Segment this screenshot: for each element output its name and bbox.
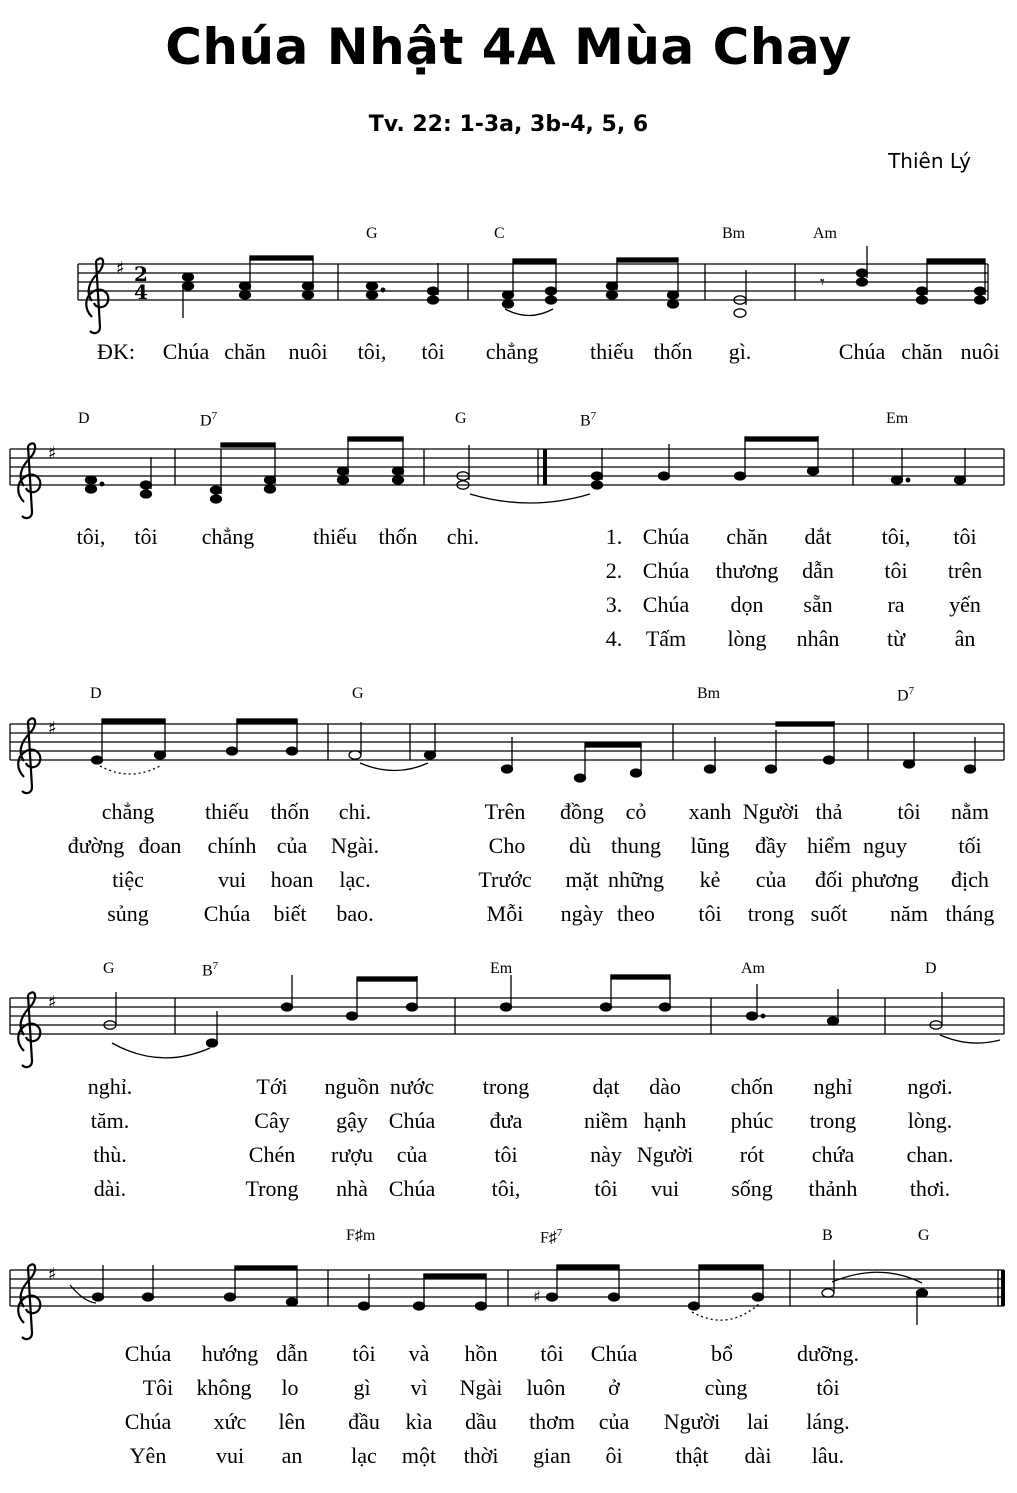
lyric-syllable: tôi — [594, 1176, 618, 1201]
tie — [470, 494, 590, 503]
lyric-syllable: tôi — [352, 1341, 376, 1366]
lyric-syllable: dầu — [465, 1409, 497, 1434]
lyric-syllable: nghỉ — [813, 1074, 853, 1099]
lyric-syllable: đường — [67, 833, 125, 858]
treble-clef-icon — [18, 718, 40, 793]
lyric-syllable: thốn — [378, 524, 418, 549]
lyric-syllable: dắt — [804, 524, 832, 549]
chord-symbol: D — [90, 685, 102, 702]
lyric-syllable: năm — [890, 901, 928, 926]
lyric-syllable: vui — [215, 1443, 245, 1468]
lyric-syllable: đoan — [138, 833, 182, 858]
chord-symbol: D — [925, 960, 937, 977]
lyric-syllable: lòng. — [907, 1108, 953, 1133]
lyric-syllable: đầu — [348, 1409, 380, 1434]
lyric-syllable: sẵn — [803, 592, 833, 617]
lyric-syllable: tiệc — [112, 867, 144, 892]
lyric-syllable: gậy — [336, 1108, 368, 1133]
lyric-syllable: này — [590, 1142, 622, 1167]
lyric-syllable: chăn — [726, 524, 768, 549]
lyric-syllable: chính — [207, 833, 257, 858]
lyric-syllable: nằm — [951, 799, 989, 824]
lyric-syllable: Trên — [484, 799, 526, 824]
lyric-syllable: tôi — [953, 524, 977, 549]
lyric-syllable: dù — [569, 833, 591, 858]
lyric-syllable: cỏ — [625, 799, 647, 824]
notes-system-4 — [104, 975, 942, 1047]
lyric-syllable: hiểm — [807, 833, 851, 858]
lyric-syllable: một — [401, 1443, 437, 1468]
lyric-syllable: tôi — [698, 901, 722, 926]
lyric-syllable: từ — [886, 626, 906, 651]
lyric-syllable: nhà — [336, 1176, 368, 1201]
lyric-syllable: tôi — [421, 339, 445, 364]
lyric-syllable: dài — [744, 1443, 772, 1468]
lyric-syllable: vui — [217, 867, 247, 892]
lyric-syllable: Chúa — [642, 524, 690, 549]
lyric-syllable: Tới — [256, 1074, 288, 1099]
chord-symbol: Em — [490, 960, 513, 977]
chord-symbol: Am — [813, 225, 837, 242]
svg-text:♯: ♯ — [116, 258, 125, 279]
lyric-syllable: dưỡng. — [796, 1341, 860, 1366]
lyric-syllable: Chén — [248, 1142, 296, 1167]
lyric-syllable: 2. — [605, 558, 623, 583]
lyric-syllable: lai — [747, 1409, 769, 1434]
svg-text:2: 2 — [134, 262, 148, 286]
lyric-syllable: ôi — [605, 1443, 623, 1468]
chord-symbol: G — [918, 1227, 930, 1244]
lyric-syllable: hồn — [464, 1341, 498, 1366]
lyric-syllable: trong — [809, 1108, 857, 1133]
sharp-accidental-icon: ♯ — [533, 1287, 541, 1306]
lyric-syllable: lạc. — [339, 867, 371, 892]
chord-symbol: F♯m — [346, 1227, 376, 1244]
lyric-syllable: dẫn — [802, 558, 834, 583]
lyric-syllable: sủng — [107, 901, 149, 926]
lyric-syllable: nhân — [796, 626, 840, 651]
lyric-syllable: thả — [815, 799, 843, 824]
lyric-syllable: tôi — [134, 524, 158, 549]
lyric-syllable: chi. — [446, 524, 480, 549]
chord-symbol: G — [352, 685, 364, 702]
lyric-syllable: Ngài. — [330, 833, 380, 858]
lyric-syllable: của — [755, 867, 787, 892]
chord-symbol: G — [366, 225, 378, 242]
lyric-syllable: phương — [851, 867, 919, 892]
lyric-syllable: dạt — [592, 1074, 620, 1099]
lyric-syllable: thương — [715, 558, 779, 583]
tie — [112, 1043, 210, 1058]
lyric-syllable: Chúa — [590, 1341, 638, 1366]
lyric-syllable: cùng — [704, 1375, 748, 1400]
lyric-syllable: nguy — [863, 833, 907, 858]
lyric-syllable: tăm. — [90, 1108, 130, 1133]
lyric-syllable: lạc — [351, 1443, 377, 1468]
lyric-syllable: đầy — [755, 833, 787, 858]
lyric-syllable: tôi — [897, 799, 921, 824]
lyric-syllable: lo — [281, 1375, 299, 1400]
lyric-syllable: thơi. — [909, 1176, 951, 1201]
lyric-syllable: 1. — [605, 524, 623, 549]
lyric-syllable: thốn — [653, 339, 693, 364]
lyric-syllable: Chúa — [388, 1108, 436, 1133]
lyric-syllable: kẻ — [699, 867, 721, 892]
lyric-syllable: lâu. — [811, 1443, 845, 1468]
lyric-syllable: Mỗi — [486, 901, 524, 926]
chord-symbol: F♯$^7$ — [540, 1227, 563, 1247]
svg-text:♯: ♯ — [48, 992, 57, 1013]
lyric-syllable: lòng — [727, 626, 767, 651]
lyric-syllable: và — [408, 1341, 430, 1366]
lyric-syllable: Chúa — [162, 339, 210, 364]
lyric-syllable: thiếu — [590, 339, 634, 364]
lyric-syllable: kìa — [405, 1409, 433, 1434]
song-title: Chúa Nhật 4A Mùa Chay — [165, 18, 852, 76]
lyric-syllable: Chúa — [124, 1341, 172, 1366]
lyric-syllable: thù. — [93, 1142, 127, 1167]
lyric-syllable: dọn — [730, 592, 764, 617]
lyric-syllable: lũng — [690, 833, 730, 858]
lyric-syllable: ở — [608, 1375, 620, 1400]
lyric-syllable: Chúa — [838, 339, 886, 364]
lyric-syllable: Ngài — [459, 1375, 503, 1400]
lyric-syllable: chăn — [901, 339, 943, 364]
lyric-syllable: phúc — [730, 1108, 774, 1133]
lyric-syllable: Chúa — [388, 1176, 436, 1201]
lyric-syllable: niềm — [584, 1108, 628, 1133]
lyric-syllable: không — [196, 1375, 252, 1400]
lyric-syllable: Tôi — [142, 1375, 174, 1400]
chord-symbol: Bm — [722, 225, 746, 242]
lyric-syllable: ngày — [560, 901, 604, 926]
lyric-syllable: tôi — [494, 1142, 518, 1167]
lyric-syllable: ngơi. — [907, 1074, 953, 1099]
lyric-syllable: 3. — [605, 592, 623, 617]
lyric-syllable: nghỉ. — [87, 1074, 133, 1099]
lyric-syllable: Cây — [254, 1108, 290, 1133]
lyric-syllable: chi. — [338, 799, 372, 824]
chord-symbol: $D^7$ — [897, 685, 915, 705]
lyric-syllable: dẫn — [276, 1341, 308, 1366]
lyric-syllable: tôi, — [76, 524, 106, 549]
lyric-syllable: xanh — [688, 799, 732, 824]
lyric-syllable: Người — [663, 1409, 721, 1434]
lyric-syllable: nuôi — [288, 339, 328, 364]
lyric-syllable: đồng — [560, 799, 604, 824]
lyric-syllable: thảnh — [808, 1176, 858, 1201]
lyric-syllable: Chúa — [203, 901, 251, 926]
lyric-syllable: mặt — [565, 867, 599, 892]
lyric-syllable: tối — [958, 833, 982, 858]
lyric-syllable: láng. — [806, 1409, 850, 1434]
time-signature — [134, 262, 148, 304]
lyric-syllable: trong — [482, 1074, 530, 1099]
lyric-syllable: hạnh — [643, 1108, 687, 1133]
lyric-syllable: của — [396, 1142, 428, 1167]
lyric-syllable: bổ — [711, 1341, 733, 1366]
svg-text:4: 4 — [134, 280, 148, 304]
lyric-syllable: hoan — [270, 867, 314, 892]
chord-symbol: $D^7$ — [200, 410, 218, 430]
svg-text:♯: ♯ — [48, 718, 57, 739]
lyric-syllable: thiếu — [313, 524, 357, 549]
lyric-syllable: chứa — [811, 1142, 855, 1167]
lyric-syllable: Chúa — [642, 592, 690, 617]
composer-name: Thiên Lý — [888, 149, 971, 173]
lyric-syllable: trên — [947, 558, 983, 583]
lyric-syllable: tôi — [816, 1375, 840, 1400]
lyric-syllable: tôi — [540, 1341, 564, 1366]
lyric-syllable: an — [281, 1443, 303, 1468]
lyric-syllable: dào — [649, 1074, 681, 1099]
lyric-syllable: của — [276, 833, 308, 858]
eighth-rest-icon: 𝄾 — [820, 272, 825, 293]
lyric-syllable: chẳng — [201, 524, 255, 549]
lyric-syllable: chan. — [906, 1142, 954, 1167]
lyric-syllable: ân — [954, 626, 976, 651]
lyric-syllable: Người — [636, 1142, 694, 1167]
lyric-syllable: rót — [739, 1142, 765, 1167]
treble-clef-icon — [18, 992, 40, 1067]
lyric-syllable: ra — [887, 592, 905, 617]
lyric-syllable: chẳng — [485, 339, 539, 364]
lyric-syllable: thung — [610, 833, 662, 858]
lyric-syllable: gì. — [728, 339, 752, 364]
lyric-syllable: những — [608, 867, 664, 892]
psalm-reference: Tv. 22: 1-3a, 3b-4, 5, 6 — [368, 112, 649, 137]
treble-clef-icon — [18, 1264, 40, 1339]
slur — [505, 309, 553, 316]
lyric-syllable: rượu — [331, 1142, 373, 1167]
lyric-syllable: thiếu — [205, 799, 249, 824]
lyric-syllable: tháng — [945, 901, 995, 926]
lyric-syllable: yến — [949, 592, 981, 617]
final-barline — [1001, 1270, 1005, 1306]
svg-text:♯: ♯ — [48, 443, 57, 464]
chord-symbol: G — [103, 960, 115, 977]
lyric-syllable: hướng — [201, 1341, 259, 1366]
lyric-syllable: của — [598, 1409, 630, 1434]
lyric-syllable: địch — [951, 867, 989, 892]
treble-clef-icon — [18, 443, 40, 518]
lyric-syllable: thật — [675, 1443, 709, 1468]
lyric-syllable: nuôi — [960, 339, 1000, 364]
lyric-syllable: gian — [533, 1443, 571, 1468]
lyric-syllable: biết — [273, 901, 307, 926]
lyric-syllable: tôi — [884, 558, 908, 583]
lyric-syllable: đối — [814, 867, 844, 892]
treble-clef-icon — [86, 258, 108, 333]
tie — [940, 1035, 1000, 1043]
lyric-syllable: Tấm — [645, 626, 687, 651]
lyric-syllable: Yên — [129, 1443, 167, 1468]
lyric-syllable: chẳng — [101, 799, 155, 824]
tie — [360, 763, 428, 771]
chord-symbol: $B^7$ — [580, 410, 597, 430]
chord-symbol: C — [494, 225, 505, 242]
lyric-syllable: tôi, — [881, 524, 911, 549]
lyric-syllable: chăn — [224, 339, 266, 364]
lyric-syllable: chốn — [730, 1074, 774, 1099]
dotted-slur — [100, 766, 160, 774]
thick-barline — [543, 449, 547, 485]
lyric-syllable: tôi, — [491, 1176, 521, 1201]
lyric-syllable: thơm — [529, 1409, 575, 1434]
tie — [832, 1272, 922, 1283]
lyric-syllable: luôn — [526, 1375, 566, 1400]
lyric-syllable: Cho — [488, 833, 526, 858]
lyric-syllable: đưa — [489, 1108, 523, 1133]
lyric-syllable: bao. — [336, 901, 374, 926]
lyric-syllable: ĐK: — [97, 339, 135, 364]
notes-system-2 — [86, 436, 966, 503]
chord-symbol: Em — [886, 410, 909, 427]
chord-symbol: Bm — [697, 685, 721, 702]
lyric-syllable: dài. — [93, 1176, 127, 1201]
lyric-syllable: lên — [278, 1409, 306, 1434]
chord-symbol: G — [455, 410, 467, 427]
lyric-syllable: trong — [747, 901, 795, 926]
lyric-syllable: xức — [213, 1409, 247, 1434]
lyric-syllable: vui — [650, 1176, 680, 1201]
lyric-syllable: 4. — [605, 626, 623, 651]
chord-symbol: Am — [741, 960, 765, 977]
svg-text:♯: ♯ — [48, 1264, 57, 1285]
lyric-syllable: Trước — [478, 867, 532, 892]
lyric-syllable: gì — [353, 1375, 371, 1400]
chord-symbol: B — [822, 1227, 833, 1244]
lyric-syllable: thốn — [270, 799, 310, 824]
lyric-syllable: thời — [463, 1443, 499, 1468]
lyric-syllable: vì — [410, 1375, 428, 1400]
lyric-syllable: Người — [742, 799, 800, 824]
lyric-syllable: suốt — [810, 901, 848, 926]
lyric-syllable: Chúa — [642, 558, 690, 583]
lyric-syllable: tôi, — [357, 339, 387, 364]
lyric-syllable: nước — [389, 1074, 435, 1099]
chord-symbol: $B^7$ — [202, 960, 219, 980]
lyric-syllable: sống — [731, 1176, 773, 1201]
lyric-syllable: Trong — [245, 1176, 299, 1201]
lyric-syllable: nguồn — [324, 1074, 380, 1099]
lyric-syllable: theo — [617, 901, 655, 926]
lyric-syllable: Chúa — [124, 1409, 172, 1434]
chord-symbol: D — [78, 410, 90, 427]
